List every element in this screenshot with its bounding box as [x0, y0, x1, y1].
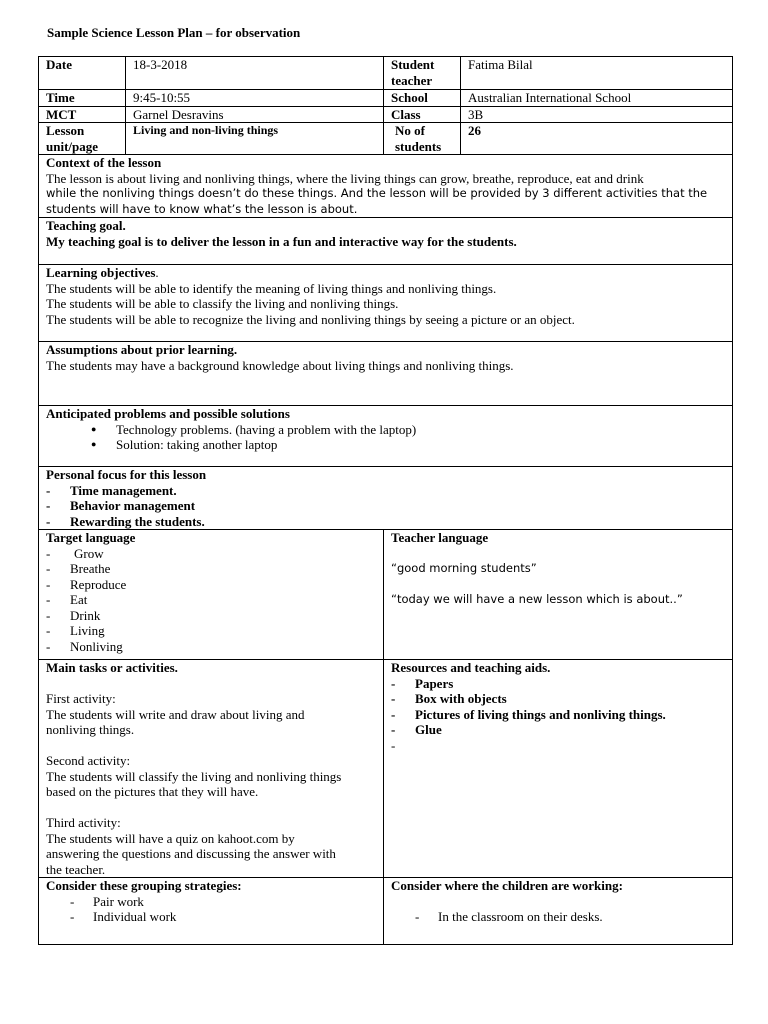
mct-value: Garnel Desravins: [126, 106, 384, 123]
grouping-item: - Individual work: [46, 909, 379, 925]
students-label: No of students: [384, 123, 461, 155]
row-problems: [39, 406, 733, 467]
teacher-language-heading: Teacher language: [391, 530, 489, 545]
teaching-goal-cell: [39, 218, 733, 265]
third-activity-line: the teacher.: [46, 861, 106, 877]
personal-focus-cell: [39, 467, 733, 530]
target-language-heading: Target language: [46, 530, 136, 545]
objective-item: The students will be able to classify the living and nonliving things.: [46, 296, 399, 311]
grouping-heading: Consider these grouping strategies:: [46, 878, 242, 893]
mct-label: MCT: [39, 106, 126, 123]
resource-item: - Glue: [391, 722, 728, 738]
lesson-plan-table-wrapper: [38, 56, 732, 945]
problem-item: ● Technology problems. (having a problem with the laptop): [46, 422, 728, 438]
school-label: School: [384, 90, 461, 107]
date-value: 18-3-2018: [126, 57, 384, 90]
date-label: Date: [39, 57, 126, 90]
row-date: [39, 57, 733, 90]
context-line-2: while the nonliving things doesn’t do these things. And the lesson will be provided by 3 different activities that the: [46, 186, 708, 200]
row-personal-focus: [39, 467, 733, 530]
row-grouping: [39, 878, 733, 945]
students-value: 26: [461, 123, 733, 155]
resource-item: - Box with objects: [391, 691, 728, 707]
objectives-heading: Learning objectives: [46, 265, 156, 280]
lesson-plan-table: [38, 56, 733, 945]
objectives-cell: Learning objectives. The students will be able to identify the meaning of living things and nonliving things. The students will be able to classify the living and nonliving things. The students will be able to recognize the living and nonliving things by seeing a picture or an object.: [39, 265, 733, 342]
context-line-1: The lesson is about living and nonliving things, where the living things can grow, breathe, reproduce, eat and drink: [46, 170, 644, 186]
third-activity-line: answering the questions and discussing the answer with: [46, 846, 336, 861]
time-value: 9:45-10:55: [126, 90, 384, 107]
personal-focus-heading: Personal focus for this lesson: [46, 467, 207, 482]
grouping-cell: [39, 878, 384, 945]
row-teaching-goal: [39, 218, 733, 265]
target-word: - Nonliving: [46, 639, 379, 655]
row-objectives: [39, 265, 733, 342]
context-cell: [39, 155, 733, 218]
resources-heading: Resources and teaching aids.: [391, 660, 551, 675]
teacher-language-cell: [384, 530, 733, 660]
first-activity-label: First activity:: [46, 691, 116, 706]
assumptions-heading: Assumptions about prior learning.: [46, 342, 238, 357]
working-item: - In the classroom on their desks.: [391, 909, 728, 925]
context-heading: Context of the lesson: [46, 155, 162, 170]
second-activity-line: based on the pictures that they will have.: [46, 784, 259, 799]
second-activity-line: The students will classify the living and nonliving things: [46, 768, 342, 784]
third-activity-line: The students will have a quiz on kahoot.com by: [46, 830, 295, 846]
problems-cell: [39, 406, 733, 467]
target-language-cell: [39, 530, 384, 660]
third-activity-label: Third activity:: [46, 815, 121, 830]
target-word: - Living: [46, 623, 379, 639]
grouping-item: - Pair work: [46, 894, 379, 910]
teacher-quote-2: “today we will have a new lesson which is about..”: [391, 592, 683, 606]
row-lesson: [39, 123, 733, 155]
row-context: [39, 155, 733, 218]
second-activity-label: Second activity:: [46, 753, 131, 768]
first-activity-line: The students will write and draw about living and: [46, 706, 305, 722]
tasks-heading: Main tasks or activities.: [46, 660, 178, 675]
assumptions-cell: [39, 342, 733, 406]
target-word: - Breathe: [46, 561, 379, 577]
teaching-goal-heading: Teaching goal.: [46, 218, 126, 233]
row-time: [39, 90, 733, 107]
working-cell: [384, 878, 733, 945]
lesson-label: Lesson unit/page: [39, 123, 126, 155]
context-line-3: students will have to know what’s the lesson is about.: [46, 201, 358, 216]
school-value: Australian International School: [461, 90, 733, 107]
class-value: 3B: [461, 106, 733, 123]
row-mct: [39, 106, 733, 123]
first-activity-line: nonliving things.: [46, 722, 135, 737]
time-label: Time: [39, 90, 126, 107]
target-word: - Drink: [46, 608, 379, 624]
teacher-quote-1: “good morning students”: [391, 561, 537, 575]
working-heading: Consider where the children are working:: [391, 878, 623, 893]
row-tasks: [39, 660, 733, 878]
teaching-goal-text: My teaching goal is to deliver the lesson in a fun and interactive way for the students.: [46, 233, 517, 249]
resources-cell: [384, 660, 733, 878]
student-teacher-value: Fatima Bilal: [461, 57, 733, 90]
resource-item-empty: [391, 738, 728, 754]
focus-item: - Rewarding the students.: [46, 514, 728, 530]
lesson-value: Living and non-living things: [126, 123, 384, 155]
tasks-cell: [39, 660, 384, 878]
target-word: - Eat: [46, 592, 379, 608]
focus-item: - Behavior management: [46, 498, 728, 514]
target-word: - Grow: [46, 546, 379, 562]
document-title: Sample Science Lesson Plan – for observation: [47, 25, 301, 40]
problems-heading: Anticipated problems and possible solutions: [46, 406, 290, 421]
row-assumptions: [39, 342, 733, 406]
focus-item: - Time management.: [46, 483, 728, 499]
resource-item: - Papers: [391, 676, 728, 692]
row-language: [39, 530, 733, 660]
student-teacher-label: Student teacher: [384, 57, 461, 90]
class-label: Class: [384, 106, 461, 123]
assumptions-text: The students may have a background knowledge about living things and nonliving things.: [46, 357, 514, 373]
objective-item: The students will be able to recognize the living and nonliving things by seeing a picture or an object.: [46, 311, 575, 327]
problem-item: ● Solution: taking another laptop: [46, 437, 728, 453]
target-word: - Reproduce: [46, 577, 379, 593]
resource-item: - Pictures of living things and nonliving things.: [391, 707, 728, 723]
objective-item: The students will be able to identify the meaning of living things and nonliving things.: [46, 280, 497, 296]
